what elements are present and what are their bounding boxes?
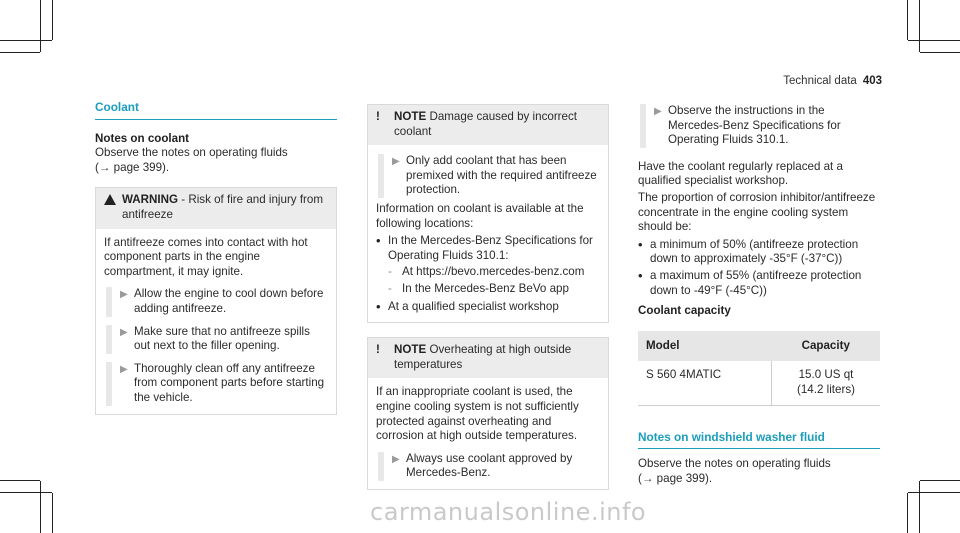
step-item	[378, 154, 598, 198]
step-text: Thoroughly clean off any antifreeze from component parts before starting the vehicle.	[134, 361, 325, 404]
arrow-right-icon: ▶	[392, 156, 400, 168]
crop-mark	[52, 493, 53, 533]
step-text: Always use coolant approved by Mercedes-Benz.	[406, 451, 573, 480]
note-keyword: NOTE	[394, 110, 427, 123]
table-row	[638, 361, 880, 405]
bullet-dot-icon: •	[376, 233, 381, 249]
dash-text: In the Mercedes-Benz BeVo app	[402, 281, 569, 295]
warning-steps	[104, 287, 326, 405]
step-text: Make sure that no antifreeze spills out next to the filler opening.	[134, 324, 310, 353]
arrow-right-icon: ▶	[120, 289, 128, 301]
step-text: Observe the instructions in the Mercedes-Benz Specifications for Operating Fluids 310.1.	[668, 104, 841, 147]
note-box-incorrect-coolant	[367, 104, 609, 323]
bullet-list	[638, 238, 880, 298]
crop-mark	[919, 0, 920, 52]
arrow-right-icon: ▶	[654, 106, 662, 117]
coolant-capacity-table	[638, 331, 880, 406]
arrow-right-icon: ▶	[120, 363, 128, 375]
warning-title: - Risk of fire and injury from antifreeze	[122, 193, 324, 221]
column-1	[95, 100, 337, 415]
note-keyword: NOTE	[394, 343, 427, 357]
table-cell-model: S 560 4MATIC	[638, 361, 772, 405]
bullet-item	[638, 269, 880, 298]
bullet-item	[638, 238, 880, 267]
step-item	[106, 325, 326, 354]
coolant-capacity-heading: Coolant capacity	[638, 304, 731, 318]
warning-body	[96, 229, 336, 414]
running-head-section: Technical data	[783, 75, 857, 87]
note-header	[368, 105, 608, 145]
exclamation-icon: !	[376, 343, 380, 357]
crop-mark	[907, 493, 908, 533]
step-item	[106, 287, 326, 316]
column-header: Capacity	[772, 331, 881, 362]
step-item	[106, 362, 326, 406]
arrow-right-icon: ▶	[392, 453, 400, 465]
note-title: Damage caused by incorrect coolant	[394, 110, 578, 138]
note-body	[368, 378, 608, 489]
note-box-overheating	[367, 337, 609, 490]
bullet-text: At a qualified specialist workshop	[388, 299, 559, 313]
bullet-text: In the Mercedes-Benz Specifications for Operating Fluids 310.1:	[388, 234, 593, 262]
warning-body-text: If antifreeze comes into contact with hot component parts in the engine compartment, it may ignite.	[104, 235, 308, 278]
exclamation-icon: !	[376, 110, 380, 123]
crop-mark	[0, 52, 40, 53]
page-reference-link[interactable]: (→ page 399).	[95, 160, 170, 174]
crop-mark	[907, 0, 908, 40]
step-text: Only add coolant that has been premixed with the required antifreeze protection.	[406, 154, 597, 197]
crop-mark	[919, 481, 920, 533]
dash-icon: -	[388, 265, 392, 279]
note-title-text	[394, 110, 600, 139]
warning-triangle-icon	[104, 193, 122, 209]
step-item	[640, 104, 880, 148]
bullet-item	[376, 300, 598, 315]
arrow-right-icon: ▶	[120, 326, 128, 338]
page-reference-link[interactable]: (→ page 399).	[638, 471, 713, 485]
dash-text-link[interactable]: At https://bevo.mercedes-benz.com	[402, 265, 585, 279]
page-number: 403	[862, 75, 882, 87]
column-header: Model	[638, 331, 772, 362]
table-header-row	[638, 331, 880, 362]
crop-mark	[52, 0, 53, 40]
bullet-dot-icon: •	[376, 298, 381, 314]
capacity-liters: (14.2 liters)	[797, 382, 855, 396]
note-header	[368, 338, 608, 378]
bullet-dot-icon: •	[638, 267, 643, 283]
crop-mark	[908, 40, 960, 41]
watermark: carmanualsonline.info	[370, 498, 647, 526]
dash-icon: -	[388, 281, 392, 295]
crop-mark	[908, 492, 960, 493]
table-cell-capacity	[772, 361, 881, 405]
warning-header	[96, 188, 336, 228]
crop-mark	[40, 0, 41, 52]
warning-title-text	[122, 193, 328, 222]
step-text: Allow the engine to cool down before adding antifreeze.	[134, 287, 324, 315]
dash-list	[376, 265, 598, 296]
column-3	[638, 104, 880, 486]
dash-item	[388, 282, 598, 297]
section-heading-coolant: Coolant	[95, 100, 337, 120]
crop-mark	[40, 481, 41, 533]
column-2	[367, 104, 609, 490]
note-title-text	[394, 343, 600, 372]
step-item	[378, 452, 598, 481]
note-info-text: Information on coolant is available at the following locations:	[376, 201, 584, 230]
crop-mark	[920, 480, 960, 481]
crop-mark	[920, 52, 960, 53]
running-head	[783, 74, 882, 89]
washer-fluid-text: Observe the notes on operating fluids	[638, 457, 831, 471]
crop-mark	[0, 480, 40, 481]
note-body	[368, 145, 608, 322]
warning-keyword: WARNING	[122, 193, 179, 207]
notes-on-coolant-heading: Notes on coolant	[95, 131, 190, 145]
bullet-item	[376, 234, 598, 263]
bullet-list	[376, 234, 598, 314]
crop-mark	[0, 492, 52, 493]
bullet-text: a minimum of 50% (antifreeze protection down to approximately -35°F (-37°C))	[650, 237, 859, 266]
crop-mark	[0, 40, 52, 41]
note-body-text: If an inappropriate coolant is used, the engine cooling system is not sufficiently protected against overheating and corrosion at high outside temperatures.	[376, 385, 579, 443]
warning-box	[95, 187, 337, 414]
bullet-text: a maximum of 55% (antifreeze protection down to -49°F (-45°C))	[650, 268, 862, 297]
section-heading-washer-fluid: Notes on windshield washer fluid	[638, 430, 880, 450]
notes-on-coolant-text: Observe the notes on operating fluids	[95, 146, 288, 160]
paragraph: The proportion of corrosion inhibitor/antifreeze concentrate in the engine cooling system should be:	[638, 190, 876, 234]
paragraph: Have the coolant regularly replaced at a qualified specialist workshop.	[638, 159, 843, 188]
note-title: Overheating at high outside temperatures	[394, 343, 572, 371]
capacity-value: 15.0 US qt	[798, 368, 854, 382]
bullet-dot-icon: •	[638, 236, 643, 252]
dash-item	[388, 265, 598, 280]
